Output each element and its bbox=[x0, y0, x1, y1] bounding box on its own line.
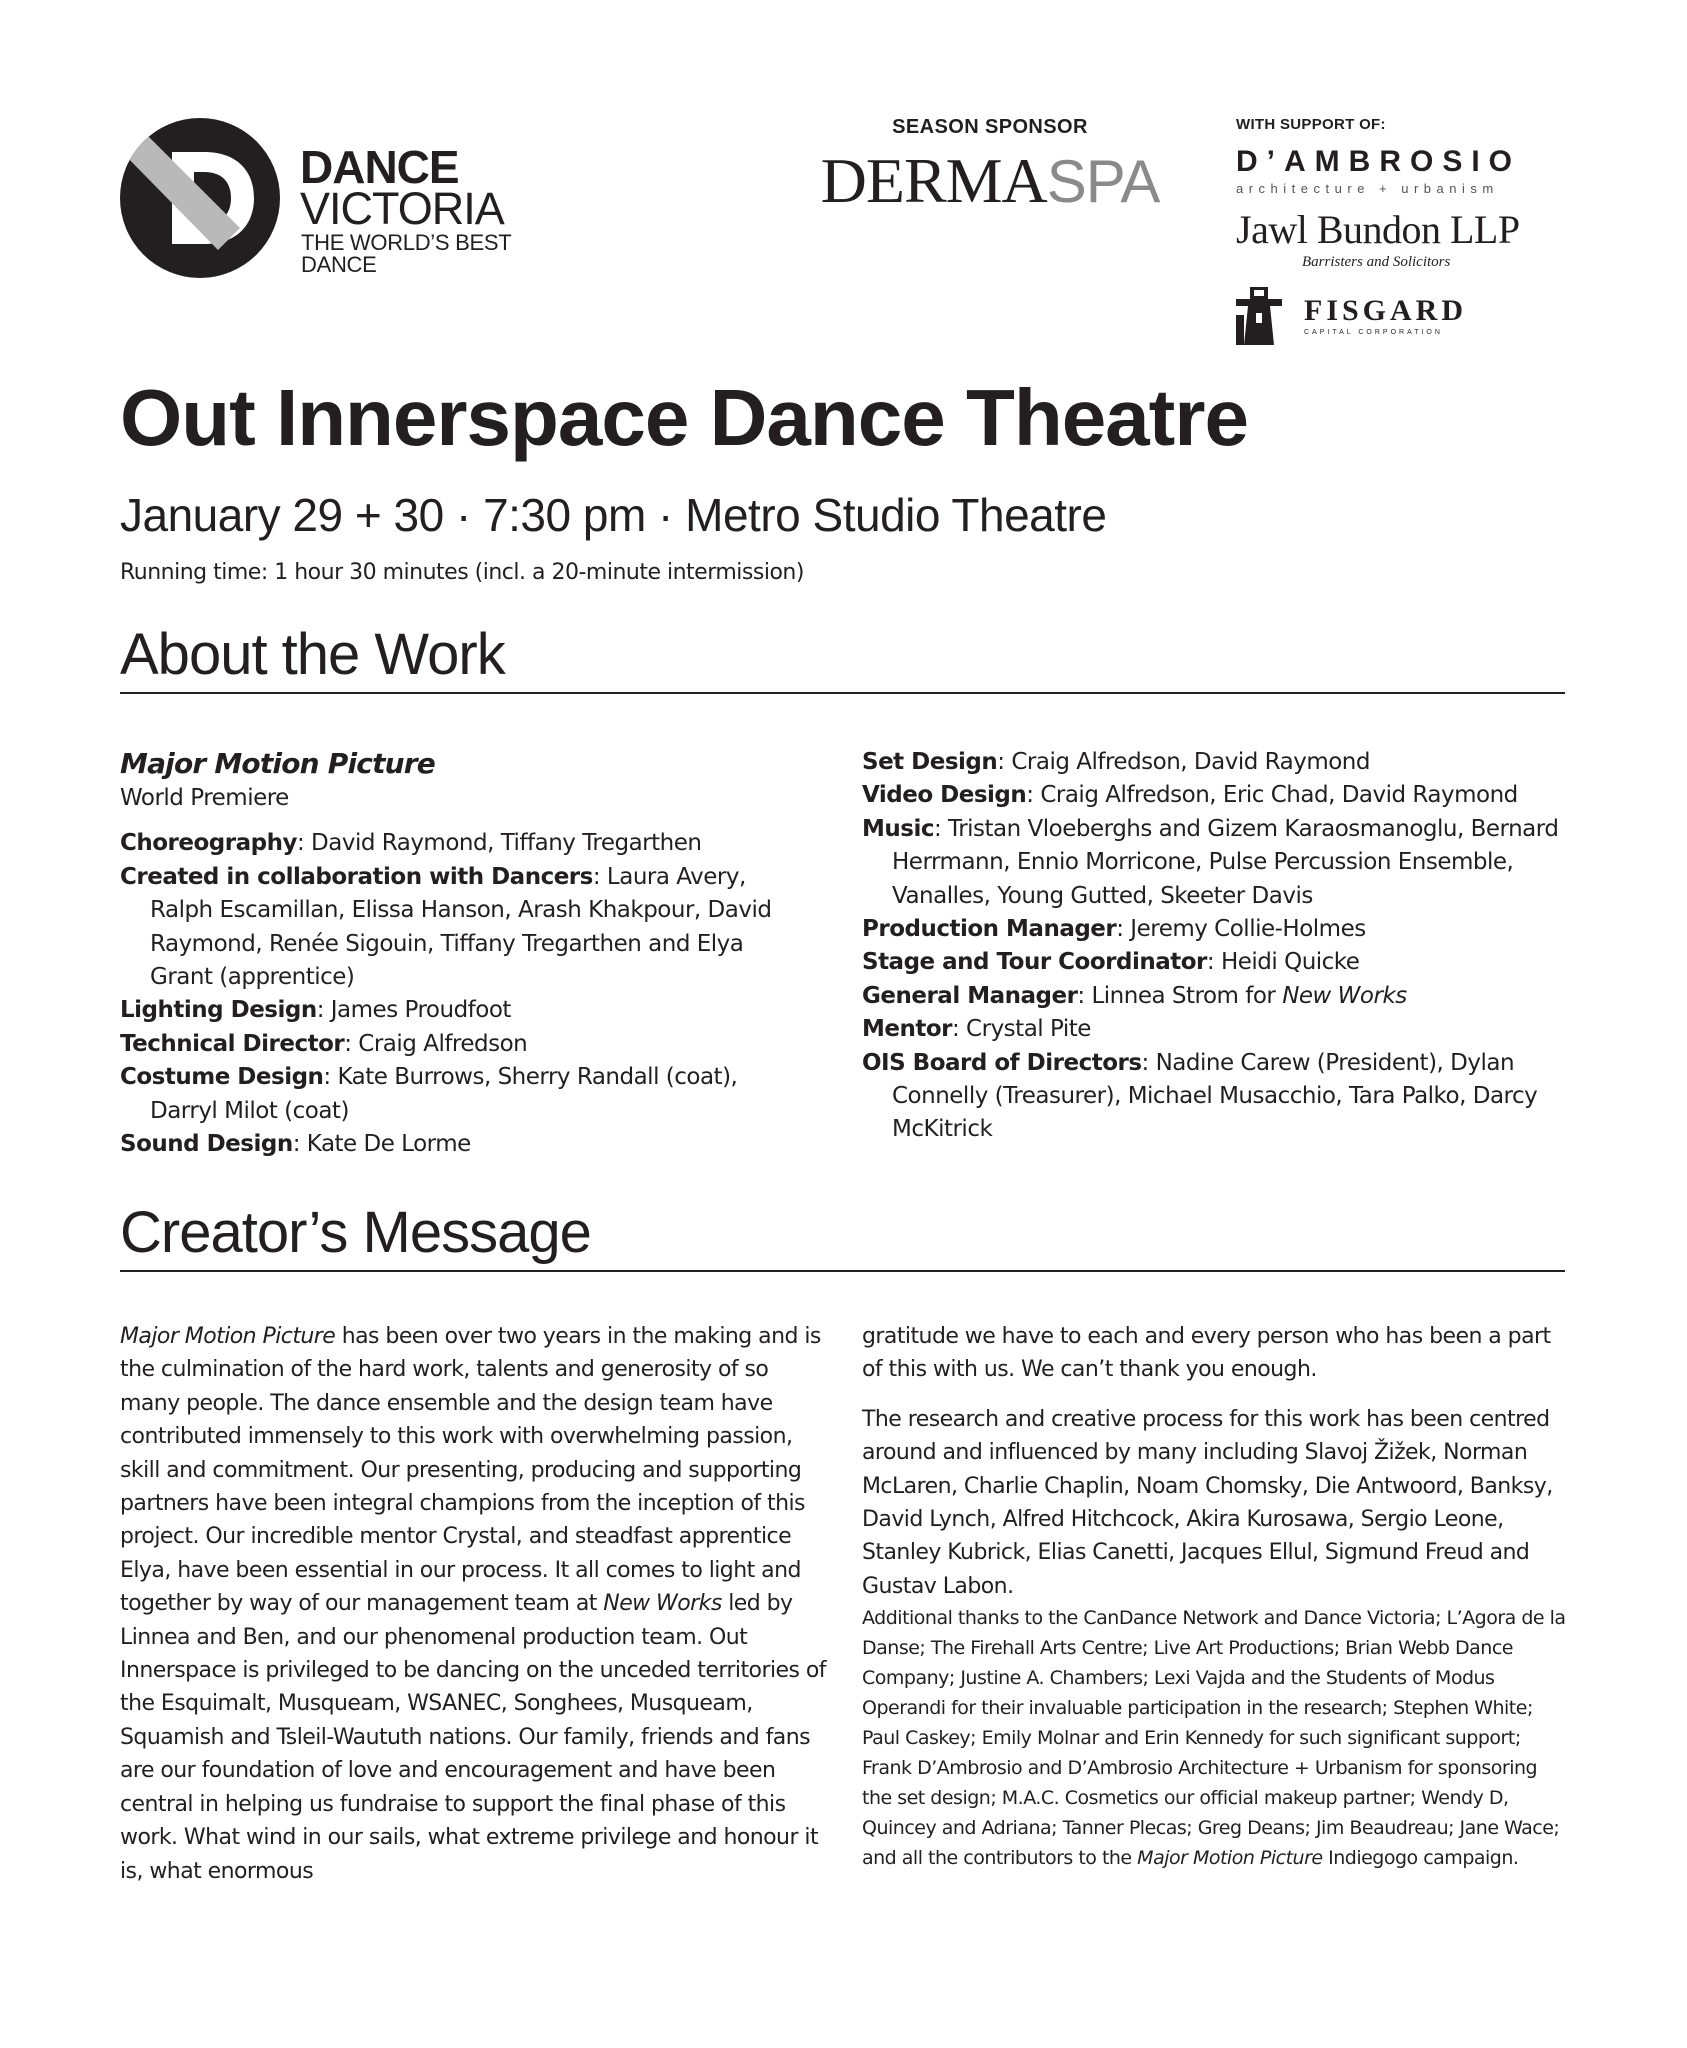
about-heading: About the Work bbox=[120, 626, 1565, 694]
dambrosio-logo: D’AMBROSIO bbox=[1236, 145, 1521, 178]
work-title: Major Motion Picture bbox=[120, 747, 435, 780]
credit-role: Sound Design bbox=[120, 1131, 293, 1158]
credit-item bbox=[862, 746, 1562, 779]
credit-item bbox=[120, 994, 800, 1027]
paragraph-text: has been over two years in the making and is the culmination of the hard work, talents and generosity of so many people. The dance ensemble and the design team have contributed immensely to this work with overwhelming passion, skill and commitment. Our presenting, producing and supporting partners have been integral champions from the inception of this project. Our incredible mentor Crystal, and steadfast apprentice Elya, have been essential in our process. It all comes to light and together by way of our management team at bbox=[120, 1324, 821, 1617]
credit-item bbox=[120, 1028, 800, 1061]
credit-item bbox=[120, 827, 800, 860]
dermaspa-logo-part1: DERMA bbox=[820, 145, 1047, 216]
credit-item bbox=[120, 1128, 800, 1161]
credit-names: : Nadine Carew (President), Dylan Connelly (Treasurer), Michael Musacchio, Tara Palko, Darcy McKitrick bbox=[892, 1049, 1538, 1143]
credit-italic: New Works bbox=[1282, 982, 1407, 1009]
fisgard-logo bbox=[1236, 287, 1566, 345]
paragraph-text: led by Linnea and Ben, and our phenomenal production team. Out Innerspace is privileged to be dancing on the unceded territories of the Esquimalt, Musqueam, WSANEC, Songhees, Musqueam, Squamish and Tsleil-Waututh nations. Our family, friends and fans are our foundation of love and encouragement and have been central in helping us fundraise to support the final phase of this work. What wind in our sails, what extreme privilege and honour it is, what enormous bbox=[120, 1591, 826, 1884]
credit-item bbox=[862, 813, 1562, 913]
work-subtitle: World Premiere bbox=[120, 785, 289, 811]
dermaspa-logo bbox=[800, 145, 1180, 216]
thanks-text: Indiegogo campaign. bbox=[1322, 1847, 1519, 1870]
dance-victoria-tagline: THE WORLD’S BEST DANCE bbox=[301, 230, 511, 277]
credit-names: : Linnea Strom for bbox=[1077, 982, 1283, 1009]
fisgard-lighthouse-icon bbox=[1236, 287, 1282, 345]
dance-victoria-d-icon bbox=[120, 118, 280, 278]
work-title-inline: Major Motion Picture bbox=[1137, 1847, 1323, 1870]
credit-item bbox=[862, 1013, 1562, 1046]
credit-role: Stage and Tour Coordinator bbox=[862, 949, 1207, 976]
dance-victoria-logo bbox=[120, 118, 590, 288]
credit-names: : James Proudfoot bbox=[316, 997, 511, 1024]
credit-names: : Craig Alfredson, David Raymond bbox=[997, 749, 1370, 775]
dance-victoria-title: DANCE bbox=[300, 141, 459, 193]
credit-role: Lighting Design bbox=[120, 997, 317, 1024]
credit-role: Costume Design bbox=[120, 1064, 324, 1091]
credit-item bbox=[120, 861, 800, 995]
credit-item bbox=[862, 946, 1562, 979]
creator-message-left bbox=[120, 1320, 826, 1888]
credit-names: : Laura Avery, Ralph Escamillan, Elissa Hanson, Arash Khakpour, David Raymond, Renée Sigouin, Tiffany Tregarthen and Elya Grant (apprentice) bbox=[150, 863, 772, 991]
thanks-text: Additional thanks to the CanDance Network and Dance Victoria; L’Agora de la Danse; The Firehall Arts Centre; Live Art Productions; Brian Webb Dance Company; Justine A. Chambers; Lexi Vajda and the Students of Modus Operandi for their invaluable participation in the research; Stephen White; Paul Caskey; Emily Molnar and Erin Kennedy for such significant support; Frank D’Ambrosio and D’Ambrosio Architecture + Urbanism for sponsoring the set design; M.A.C. Cosmetics our official makeup partner; Wendy D, Quincey and Adriana; Tanner Plecas; Greg Deans; Jim Beaudreau; Jane Wace; and all the contributors to the bbox=[862, 1607, 1566, 1870]
additional-thanks bbox=[862, 1603, 1568, 1873]
credit-names: : Craig Alfredson bbox=[344, 1030, 528, 1057]
season-sponsor-label: SEASON SPONSOR bbox=[892, 116, 1088, 138]
credit-names: : Kate Burrows, Sherry Randall (coat), Darryl Milot (coat) bbox=[150, 1064, 738, 1124]
credit-names: : Jeremy Collie-Holmes bbox=[1116, 916, 1366, 943]
credit-role: Technical Director bbox=[120, 1030, 345, 1057]
creator-message-right bbox=[862, 1320, 1568, 1873]
jawl-bundon-tagline: Barristers and Solicitors bbox=[1302, 254, 1451, 270]
event-datetime: January 29 + 30 · 7:30 pm · Metro Studio Theatre bbox=[120, 489, 1107, 541]
creator-paragraph bbox=[120, 1320, 826, 1888]
creator-paragraph: The research and creative process for this work has been centred around and influenced by many including Slavoj Žižek, Norman McLaren, Charlie Chaplin, Noam Chomsky, Die Antwoord, Banksy, David Lynch, Alfred Hitchcock, Akira Kurosawa, Sergio Leone, Stanley Kubrick, Elias Canetti, Jacques Ellul, Sigmund Freud and Gustav Labon. bbox=[862, 1406, 1553, 1599]
credit-names: : Crystal Pite bbox=[952, 1016, 1091, 1043]
credit-names: : Kate De Lorme bbox=[292, 1131, 471, 1158]
running-time: Running time: 1 hour 30 minutes (incl. a 20-minute intermission) bbox=[120, 560, 804, 585]
credit-role: OIS Board of Directors bbox=[862, 1049, 1142, 1076]
supporters bbox=[1236, 116, 1566, 346]
credit-item bbox=[862, 1047, 1562, 1147]
jawl-bundon-logo: Jawl Bundon LLP bbox=[1236, 207, 1520, 252]
credit-role: General Manager bbox=[862, 982, 1078, 1009]
credit-role: Music bbox=[862, 815, 934, 842]
credit-names: : David Raymond, Tiffany Tregarthen bbox=[296, 830, 702, 857]
season-sponsor bbox=[800, 116, 1180, 226]
credit-role: Set Design bbox=[862, 749, 998, 775]
dermaspa-logo-part2: SPA bbox=[1046, 148, 1160, 215]
credit-role: Mentor bbox=[862, 1016, 952, 1043]
credit-role: Created in collaboration with Dancers bbox=[120, 863, 593, 890]
credit-item bbox=[862, 980, 1562, 1013]
page-title: Out Innerspace Dance Theatre bbox=[120, 373, 1248, 462]
work-title-inline: Major Motion Picture bbox=[120, 1324, 336, 1349]
credit-role: Production Manager bbox=[862, 916, 1117, 943]
support-label: WITH SUPPORT OF: bbox=[1236, 116, 1386, 133]
credits-right-column bbox=[862, 746, 1562, 1147]
dambrosio-tagline: architecture + urbanism bbox=[1236, 181, 1499, 196]
credit-role: Choreography bbox=[120, 830, 297, 857]
new-works-inline: New Works bbox=[603, 1591, 722, 1617]
credit-item bbox=[120, 1061, 800, 1128]
creator-paragraph: gratitude we have to each and every person who has been a part of this with us. We can’t thank you enough. bbox=[862, 1324, 1551, 1383]
credit-item bbox=[862, 913, 1562, 946]
credit-names: : Heidi Quicke bbox=[1206, 949, 1360, 976]
credit-names: : Tristan Vloeberghs and Gizem Karaosmanoglu, Bernard Herrmann, Ennio Morricone, Pulse Percussion Ensemble, Vanalles, Young Gutted, Skeeter Davis bbox=[892, 815, 1559, 909]
fisgard-tagline: CAPITAL CORPORATION bbox=[1304, 329, 1443, 336]
credits-left-column bbox=[120, 746, 800, 1161]
credit-role: Video Design bbox=[862, 782, 1027, 809]
fisgard-name: FISGARD bbox=[1304, 294, 1468, 327]
creator-heading: Creator’s Message bbox=[120, 1204, 1565, 1272]
credit-item bbox=[862, 779, 1562, 812]
dance-victoria-subtitle: VICTORIA bbox=[300, 183, 504, 234]
credit-names: : Craig Alfredson, Eric Chad, David Raymond bbox=[1026, 782, 1518, 809]
